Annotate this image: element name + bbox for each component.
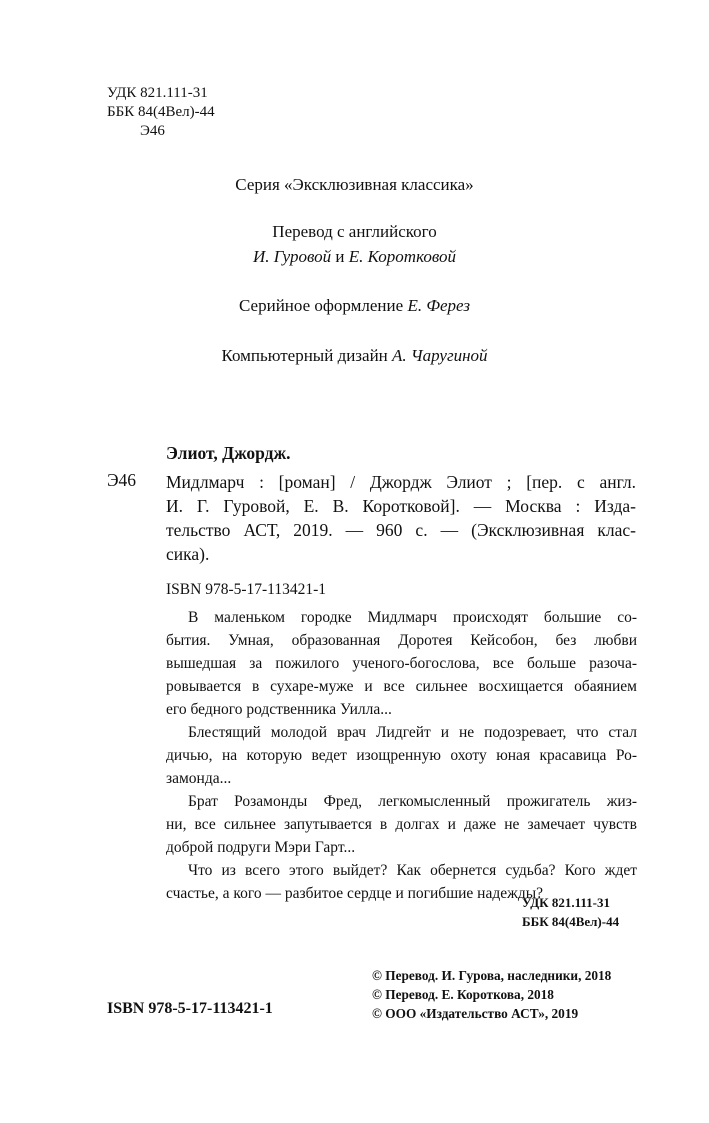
annotation-line: его бедного родственника Уилла... <box>166 701 392 718</box>
series-designer: Е. Ферез <box>407 296 470 315</box>
bottom-udk-code: УДК 821.111-31 <box>522 895 610 910</box>
series-line: Серия «Эксклюзивная классика» <box>235 175 474 194</box>
isbn-bottom: ISBN 978-5-17-113421-1 <box>107 1000 273 1017</box>
annotation-line: замонда... <box>166 770 232 787</box>
annotation-paragraph <box>166 606 637 721</box>
bottom-bbk-code: ББК 84(4Вел)-44 <box>522 914 620 929</box>
annotation <box>166 606 637 905</box>
udk-code: УДК 821.111-31 <box>107 85 208 101</box>
series-design-label: Серийное оформление <box>239 296 404 315</box>
annotation-paragraph <box>166 790 637 859</box>
copyright-block <box>372 966 611 1023</box>
bib-author: Элиот, Джордж. <box>166 443 291 463</box>
bib-line: сика). <box>166 544 210 564</box>
annotation-line: В маленьком городке Мидлмарч происходят большие со- <box>188 609 637 626</box>
copyright-line: © ООО «Издательство АСТ», 2019 <box>372 1006 579 1021</box>
computer-designer: А. Чаругиной <box>392 346 488 365</box>
bib-line: Мидлмарч : [роман] / Джордж Элиот ; [пер. с англ. <box>166 472 636 492</box>
annotation-line: ровывается в сухаре-муже и все сильнее восхищается обаянием <box>166 678 637 695</box>
series-design-line <box>0 294 709 318</box>
annotation-line: доброй подруги Мэри Гарт... <box>166 839 356 856</box>
bib-line: И. Г. Гуровой, Е. В. Коротковой]. — Москва : Изда- <box>166 496 636 516</box>
translator-2: Е. Коротковой <box>348 247 457 266</box>
copyright-line: © Перевод. Е. Короткова, 2018 <box>372 987 554 1002</box>
computer-design-line <box>0 344 709 368</box>
annotation-line: вышедшая за пожилого ученого-богослова, все больше разоча- <box>166 655 637 672</box>
annotation-line: дичью, на которую ведет изощренную охоту юная красавица Ро- <box>166 747 637 764</box>
bib-line: тельство АСТ, 2019. — 960 с. — (Эксклюзивная клас- <box>166 520 636 540</box>
annotation-line: счастье, а кого — разбитое сердце и погибшие надежды? <box>166 885 544 902</box>
annotation-line: Что из всего этого выйдет? Как обернется судьба? Кого ждет <box>188 862 637 879</box>
translators-conjunction: и <box>335 247 345 266</box>
cutter-code: Э46 <box>140 123 165 139</box>
annotation-paragraph <box>166 721 637 790</box>
annotation-line: Блестящий молодой врач Лидгейт и не подозревает, что стал <box>188 724 637 741</box>
bib-description <box>166 470 636 566</box>
translator-1: И. Гуровой <box>252 247 332 266</box>
annotation-line: ни, все сильнее запутывается в долгах и даже не замечает чувств <box>166 816 637 833</box>
bbk-code: ББК 84(4Вел)-44 <box>107 104 215 120</box>
classification-codes <box>107 84 215 141</box>
bib-cutter: Э46 <box>107 470 137 490</box>
copyright-line: © Перевод. И. Гурова, наследники, 2018 <box>372 968 612 983</box>
computer-design-label: Компьютерный дизайн <box>221 346 388 365</box>
translation-label: Перевод с английского <box>272 222 437 241</box>
translators-line <box>0 245 709 269</box>
annotation-line: Брат Розамонды Фред, легкомысленный прожигатель жиз- <box>188 793 637 810</box>
bib-isbn: ISBN 978-5-17-113421-1 <box>166 581 327 598</box>
bottom-classification-codes <box>522 893 619 931</box>
annotation-line: бытия. Умная, образованная Доротея Кейсобон, без любви <box>166 632 637 649</box>
